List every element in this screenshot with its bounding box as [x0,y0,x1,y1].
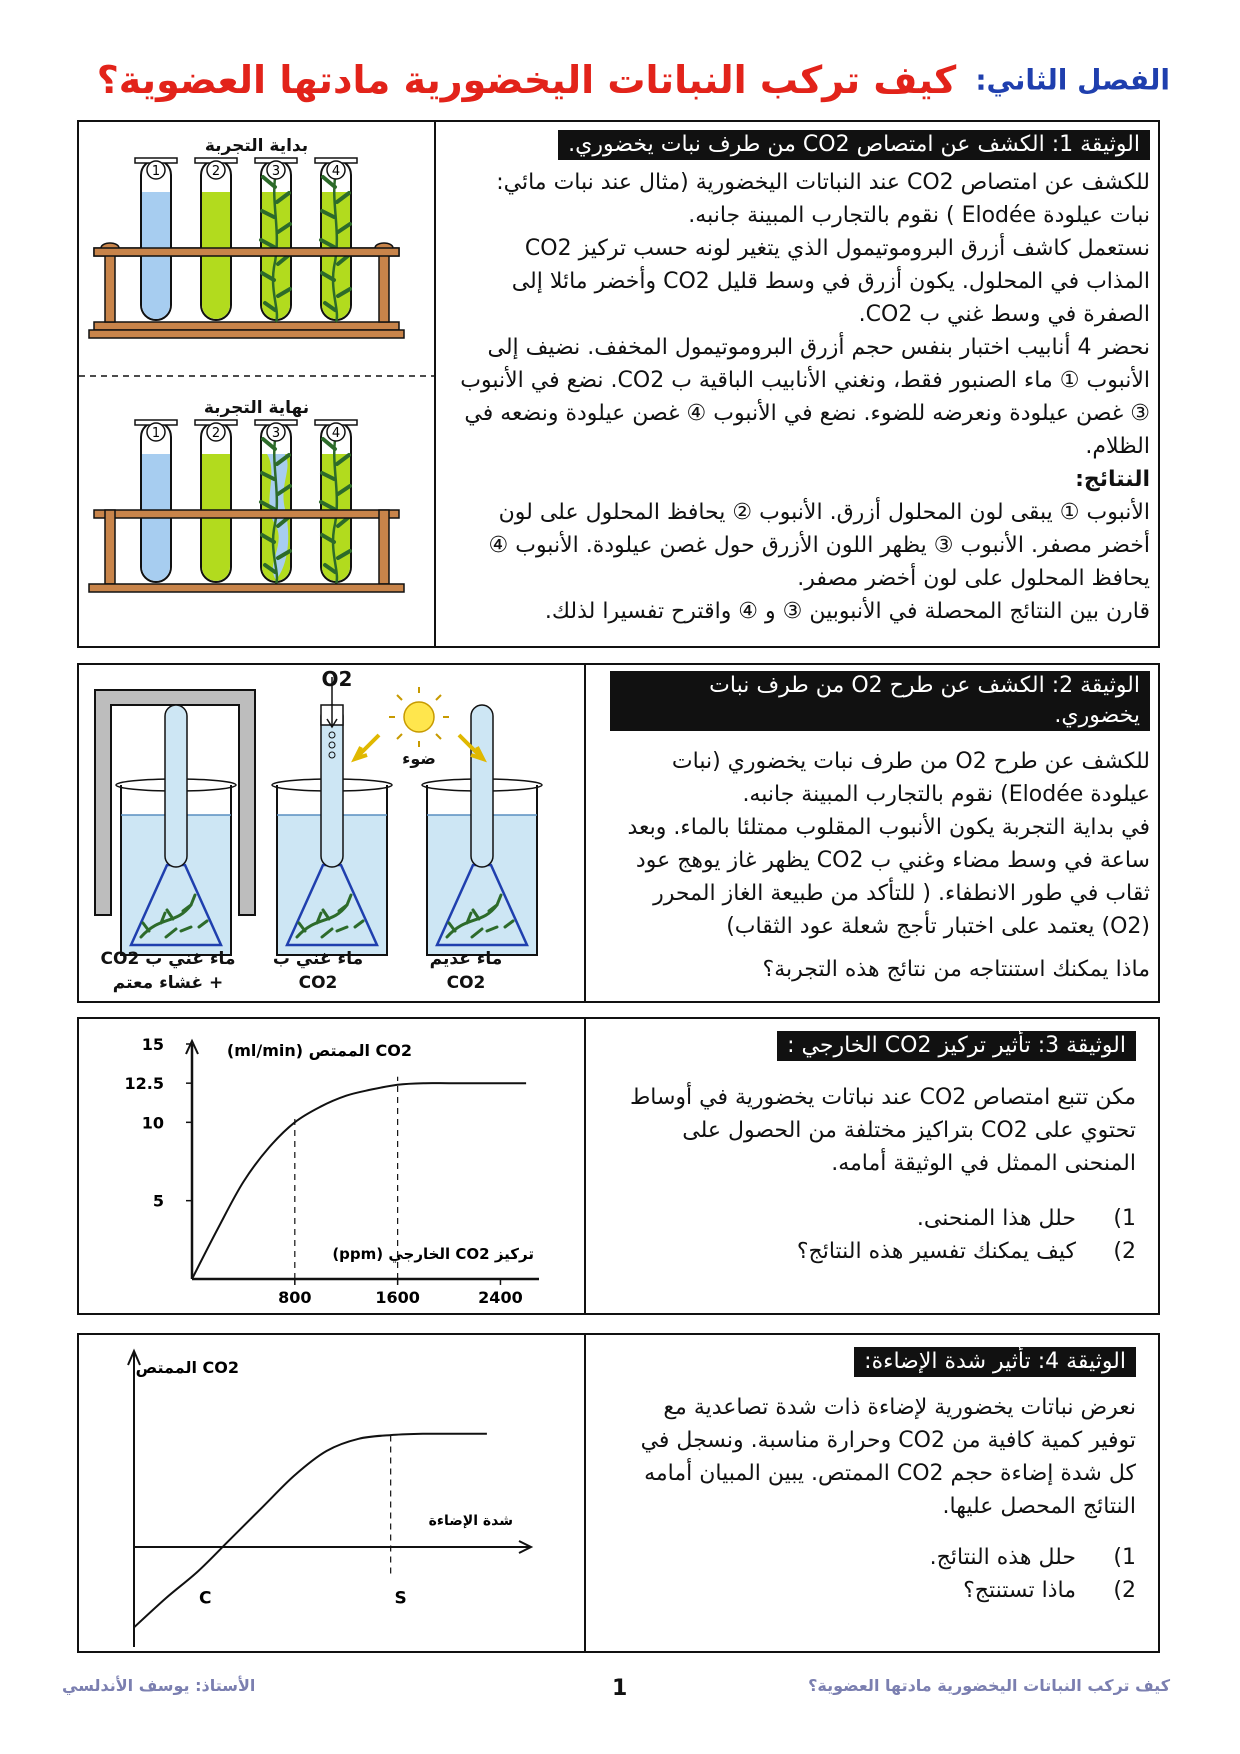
y-tick-label: 5 [152,1191,164,1211]
y-tick-label: 10 [141,1113,164,1133]
question-item: 2)ماذا تستنتج؟ [963,1578,1136,1603]
setup-1-label: ماء غني ب CO2 + غشاء معتم [100,949,236,993]
page-title: كيف تركب النباتات اليخضورية مادتها العضوية؟ [96,58,957,102]
x-tick-label: C [199,1588,212,1609]
document-4-text [598,1335,1158,1651]
tube-number: 3 [271,426,281,441]
document-2-paragraph: للكشف عن طرح O2 من طرف نبات يخضوري (نبات عيلودة Elodée) نقوم بالتجارب المبينة جانبه. [671,749,1150,807]
document-1-title: الكشف عن امتصاص CO2 من طرف نبات يخضوري. [568,132,1045,157]
setup-3-label: ماء عديم CO2 [429,949,503,993]
document-1-paragraph: نستعمل كاشف أزرق البروموتيمول الذي يتغير لونه حسب تركيز CO2 المذاب في المحلول. يكون أزرق في وسط قليل CO2 وأخضر مائلا إلى الصفرة في وسط غني ب CO2. [511,236,1150,327]
x-tick-label: 1600 [375,1288,420,1307]
tube-number: 3 [271,164,281,179]
test-tube-rack-illustration [79,122,434,646]
document-2-paragraph: في بداية التجربة يكون الأنبوب المقلوب ممتلئا بالماء. وبعد ساعة في وسط مضاء وغني ب CO2 يظهر غاز يوهج عود ثقاب في طور الانطفاء. ( للتأكد من طبيعة الغاز المحرر (O2) يعتمد على اختبار تأجج شعلة عود الثقاب) [627,815,1150,939]
x-tick-label: 2400 [478,1288,523,1307]
dark-covered-setup [95,690,255,955]
document-1-results: الأنبوب ① يبقى لون المحلول أزرق. الأنبوب ② يحافظ المحلول على لون أخضر مصفر. الأنبوب ③ يظهر اللون الأزرق حول غصن عيلودة. الأنبوب ④ يحافظ المحلول على لون أخضر مصفر. [488,500,1150,591]
column-divider [584,1335,586,1651]
document-3-paragraph: مكن تتبع امتصاص CO2 عند نباتات يخضورية في أوساط تحتوي على CO2 بتراكيز مختلفة من الحصول على المنحنى الممثل في الوثيقة أمامه. [629,1085,1136,1176]
x-axis-label: شدة الإضاءة [428,1513,513,1529]
lit-co2-rich-setup [272,677,392,955]
document-2-title: الكشف عن طرح O2 من طرف نبات يخضوري. [709,673,1140,728]
document-1-heading: الوثيقة 1: الكشف عن امتصاص CO2 من طرف نبات يخضوري. [558,130,1150,160]
document-3 [77,1017,1160,1315]
page-footer [0,1676,1240,1716]
document-3-heading: الوثيقة 3: تأثير تركيز CO2 الخارجي : [777,1031,1136,1061]
document-3-text [598,1019,1158,1313]
column-divider [434,122,436,646]
page-header [96,58,1170,112]
x-axis-label: تركيز CO2 الخارجي (ppm) [332,1245,534,1263]
chapter-label: الفصل الثاني: [975,63,1170,97]
question-item: 1)حلل هذا المنحنى. [916,1206,1136,1231]
tube-number: 4 [331,164,341,179]
oxygen-label: O2 [321,667,353,691]
figure-start-label: بداية التجربة [204,136,309,156]
co2-free-setup [422,705,542,955]
document-4 [77,1333,1160,1653]
document-2-heading: الوثيقة 2: الكشف عن طرح O2 من طرف نبات يخضوري. [610,671,1150,731]
document-1-paragraph: نحضر 4 أنابيب اختبار بنفس حجم أزرق البروموتيمول المخفف. نضيف إلى الأنبوب ① ماء الصنبور فقط، ونغني الأنابيب الباقية ب CO2. نضع في الأنبوب ③ غصن عيلودة ونعرضه للضوء. نضع في الأنبوب ④ غصن عيلودة ونضعه في الظلام. [460,335,1150,459]
light-label: ضوء [402,749,436,768]
results-heading: النتائج: [1075,467,1150,492]
document-2 [77,663,1160,1003]
document-1-question: قارن بين النتائج المحصلة في الأنبوبين ③ و ④ واقترح تفسيرا لذلك. [544,599,1150,624]
document-2-text [598,665,1158,1001]
document-3-title: تأثير تركيز CO2 الخارجي : [787,1033,1031,1058]
end-rack [89,420,404,592]
page-number: 1 [612,1676,628,1701]
document-1-text [448,122,1158,646]
y-axis-label: CO2 الممتص [135,1358,239,1377]
document-4-heading: الوثيقة 4: تأثير شدة الإضاءة: [854,1347,1136,1377]
co2-concentration-chart [79,1019,584,1313]
y-tick-labels [125,1035,192,1211]
y-tick-label: 15 [141,1035,164,1054]
setup-2-label: ماء غني ب CO2 [272,949,364,993]
footer-author: الأستاذ: يوسف الأندلسي [62,1676,256,1695]
document-4-title: تأثير شدة الإضاءة: [864,1349,1031,1374]
document-2-question: ماذا يمكنك استنتاجه من نتائج هذه التجربة؟ [762,957,1150,982]
document-3-figure [79,1019,584,1313]
figure-end-label: نهاية التجربة [203,398,310,418]
tube-number: 4 [331,426,341,441]
document-4-paragraph: نعرض نباتات يخضورية لإضاءة ذات شدة تصاعدية مع توفير كمية كافية من CO2 وحرارة مناسبة. ونسجل في كل شدة إضاءة حجم CO2 الممتص. يبين المبيان أمامه النتائج المحصل عليها. [640,1395,1136,1519]
x-tick-label: S [394,1588,407,1609]
column-divider [584,1019,586,1313]
document-1 [77,120,1160,648]
tube-number: 1 [151,164,161,179]
tube-number: 2 [211,426,221,441]
column-divider [584,665,586,1001]
tube-number: 1 [151,426,161,441]
start-rack [89,158,404,338]
document-4-figure [79,1335,584,1651]
question-item: 1)حلل هذه النتائج. [929,1545,1136,1570]
document-1-figure [79,122,434,646]
x-tick-label: 800 [278,1288,312,1307]
light-intensity-chart [79,1335,584,1651]
document-2-figure [79,665,584,1001]
x-tick-labels [199,1589,407,1609]
x-tick-labels [278,1279,523,1307]
tube-number: 2 [211,164,221,179]
question-item: 2)كيف يمكنك تفسير هذه النتائج؟ [796,1239,1136,1264]
footer-title: كيف تركب النباتات اليخضورية مادتها العضوية؟ [808,1676,1170,1695]
y-tick-label: 12.5 [124,1074,164,1094]
series-line [134,1434,487,1628]
y-axis-label: CO2 الممتص (ml/min) [226,1041,412,1060]
document-1-paragraph: للكشف عن امتصاص CO2 عند النباتات اليخضورية (مثال عند نبات مائي: نبات عيلودة Elodée ) نقوم بالتجارب المبينة جانبه. [496,170,1150,228]
